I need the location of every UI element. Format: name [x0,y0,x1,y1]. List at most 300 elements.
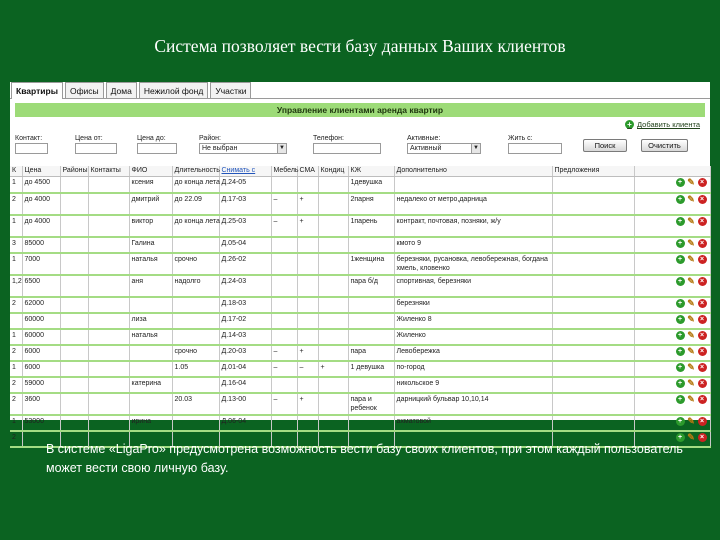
search-button[interactable]: Поиск [583,139,627,152]
table-cell: срочно [172,253,219,275]
tab-houses[interactable]: Дома [106,82,137,98]
delete-icon[interactable]: × [698,395,707,404]
add-offer-icon[interactable]: + [676,277,685,286]
table-cell [348,237,394,253]
col-header-offers[interactable]: Предложения [552,166,634,177]
table-cell: 2 [10,393,22,415]
table-cell: + [297,345,318,361]
table-cell: Жиленко 8 [394,313,552,329]
section-title: Управление клиентами аренда квартир [15,103,705,117]
table-cell [318,215,348,237]
table-cell: Д.16-04 [219,377,271,393]
table-cell: + [297,193,318,215]
table-cell [88,177,129,193]
chevron-down-icon: ▼ [471,144,480,153]
district-filter [199,134,287,154]
table-cell [60,361,88,377]
table-cell: Д.25-03 [219,215,271,237]
clear-button[interactable]: Очистить [641,139,688,152]
tab-commercial[interactable]: Нежилой фонд [139,82,208,98]
table-cell: Д.05-04 [219,237,271,253]
table-cell: Д.17-03 [219,193,271,215]
table-cell: Галина [129,237,172,253]
table-cell [271,415,297,431]
table-cell [318,253,348,275]
table-cell [271,313,297,329]
table-cell [318,193,348,215]
table-cell [60,415,88,431]
table-row[interactable] [10,253,710,275]
table-cell: 2 [10,377,22,393]
add-offer-icon[interactable]: + [676,433,685,442]
table-cell [129,345,172,361]
table-cell: – [271,345,297,361]
table-cell [60,237,88,253]
edit-pencil-icon[interactable]: ✎ [687,415,695,426]
col-header-extra[interactable]: Дополнительно [394,166,552,177]
table-cell [88,377,129,393]
table-row[interactable] [10,393,710,415]
table-cell: 62000 [22,297,60,313]
active-filter [407,134,481,154]
table-cell [60,313,88,329]
table-cell [60,177,88,193]
delete-icon[interactable]: × [698,363,707,372]
table-cell: виктор [129,215,172,237]
table-cell: березняки [394,297,552,313]
table-cell [88,237,129,253]
table-cell: ксения [129,177,172,193]
tab-plots[interactable]: Участки [210,82,251,98]
col-header-furniture[interactable]: Мебель [271,166,297,177]
table-cell: 1 [10,415,22,431]
table-cell: Д.06-04 [219,415,271,431]
table-cell: + [297,393,318,415]
district-select[interactable] [199,143,287,154]
table-cell: до конца лета [172,215,219,237]
table-cell [318,415,348,431]
table-cell [297,253,318,275]
edit-pencil-icon[interactable]: ✎ [687,237,695,248]
edit-pencil-icon[interactable]: ✎ [687,193,695,204]
table-cell [271,275,297,297]
table-cell [88,361,129,377]
table-cell [271,297,297,313]
active-select[interactable] [407,143,481,154]
col-header-name[interactable]: ФИО [129,166,172,177]
delete-icon[interactable]: × [698,417,707,426]
table-cell [271,253,297,275]
table-cell: 2 [10,297,22,313]
table-cell: пара и ребенок [348,393,394,415]
table-cell: 1парень [348,215,394,237]
table-cell: 6000 [22,345,60,361]
add-offer-icon[interactable]: + [676,195,685,204]
slide-caption: В системе «LigaPro» предусмотрена возможность вести базу своих клиентов, при этом каждый пользователь может вести свою личную базу. [46,442,683,475]
table-header-row [10,166,710,177]
plus-icon: + [625,120,634,129]
table-cell: никольское 9 [394,377,552,393]
table-cell: 2 [10,193,22,215]
add-offer-icon[interactable]: + [676,315,685,324]
table-cell: Д.24-05 [219,177,271,193]
table-cell: Жиленко [394,329,552,345]
table-cell [172,297,219,313]
table-cell [318,237,348,253]
table-cell [88,313,129,329]
price-from-label: Цена от: [75,135,103,142]
table-cell [88,253,129,275]
table-cell [297,275,318,297]
add-offer-icon[interactable]: + [676,417,685,426]
table-cell [318,377,348,393]
delete-icon[interactable]: × [698,331,707,340]
table-cell [552,177,634,193]
table-cell [348,415,394,431]
table-cell: 3 [10,237,22,253]
table-cell [552,253,634,275]
table-cell: 60000 [22,313,60,329]
add-client-label: Добавить клиента [637,120,700,129]
table-cell: 1 девушка [348,361,394,377]
table-cell [271,329,297,345]
table-cell [60,253,88,275]
table-cell: наталья [129,329,172,345]
table-cell [318,345,348,361]
table-cell [129,361,172,377]
table-cell: Д.17-02 [219,313,271,329]
table-cell [172,329,219,345]
edit-pencil-icon[interactable]: ✎ [687,377,695,388]
table-cell [60,329,88,345]
table-cell: + [318,361,348,377]
table-row[interactable] [10,361,710,377]
table-cell: 1,2 [10,275,22,297]
row-actions [634,415,710,431]
table-row[interactable] [10,177,710,193]
col-header-aircon[interactable]: Кондиц [318,166,348,177]
col-header-districts[interactable]: Районы [60,166,88,177]
table-cell [552,297,634,313]
table-cell: 53000 [22,415,60,431]
table-cell: – [271,215,297,237]
table-cell [88,415,129,431]
clients-table [10,166,711,448]
table-cell [129,297,172,313]
table-cell [318,329,348,345]
table-cell [172,237,219,253]
delete-icon[interactable]: × [698,315,707,324]
table-cell [60,345,88,361]
row-actions [634,237,710,253]
chevron-down-icon: ▼ [277,144,286,153]
table-cell [552,329,634,345]
col-header-actions [634,166,710,177]
delete-icon[interactable]: × [698,379,707,388]
table-row[interactable] [10,415,710,431]
table-cell: Левобережка [394,345,552,361]
phone-filter [313,134,381,154]
table-cell: до 4500 [22,177,60,193]
add-offer-icon[interactable]: + [676,379,685,388]
col-header-duration[interactable]: Длительность [172,166,219,177]
district-value: Не выбран [202,145,238,152]
contact-label: Контакт: [15,135,43,142]
row-actions [634,215,710,237]
delete-icon[interactable]: × [698,195,707,204]
delete-icon[interactable]: × [698,277,707,286]
add-offer-icon[interactable]: + [676,239,685,248]
table-cell: 1девушка [348,177,394,193]
table-cell [297,377,318,393]
edit-pencil-icon[interactable]: ✎ [687,393,695,404]
table-cell: 1 [10,329,22,345]
delete-icon[interactable]: × [698,178,707,187]
table-cell: 1 [10,215,22,237]
table-cell: Д.20-03 [219,345,271,361]
table-cell [88,329,129,345]
table-body [10,177,710,447]
table-cell [552,345,634,361]
edit-pencil-icon[interactable]: ✎ [687,297,695,308]
table-cell: до 22.09 [172,193,219,215]
add-offer-icon[interactable]: + [676,347,685,356]
edit-pencil-icon[interactable]: ✎ [687,215,695,226]
table-cell: 6000 [22,361,60,377]
table-cell [348,377,394,393]
table-cell [60,275,88,297]
active-value: Активный [410,145,442,152]
table-cell: 1женщина [348,253,394,275]
row-actions [634,361,710,377]
col-header-k[interactable]: К [10,166,22,177]
table-cell: надолго [172,275,219,297]
table-cell [172,313,219,329]
table-row[interactable] [10,275,710,297]
table-cell [552,193,634,215]
table-cell [271,377,297,393]
table-row[interactable] [10,193,710,215]
table-cell [88,297,129,313]
add-offer-icon[interactable]: + [676,395,685,404]
table-cell [318,275,348,297]
phone-input[interactable] [313,143,381,154]
add-client-link[interactable] [625,120,700,129]
table-cell: 85000 [22,237,60,253]
edit-pencil-icon[interactable]: ✎ [687,345,695,356]
table-cell [318,393,348,415]
table-cell: + [297,215,318,237]
table-cell [318,297,348,313]
tab-apartments[interactable]: Квартиры [11,82,63,99]
table-row[interactable] [10,329,710,345]
price-to-label: Цена до: [137,135,166,142]
table-cell: ахматовой [394,415,552,431]
table-cell: недалеко от метро,дарница [394,193,552,215]
edit-pencil-icon[interactable]: ✎ [687,361,695,372]
table-cell [60,215,88,237]
table-cell: кмото 9 [394,237,552,253]
contact-input[interactable] [15,143,48,154]
table-cell: 1 [10,253,22,275]
table-cell [348,297,394,313]
table-cell: Д.14-03 [219,329,271,345]
add-offer-icon[interactable]: + [676,255,685,264]
table-cell: 2 [10,431,22,447]
table-cell [10,313,22,329]
add-offer-icon[interactable]: + [676,178,685,187]
table-cell: до 4000 [22,193,60,215]
table-cell [129,393,172,415]
table-cell [297,237,318,253]
table-cell: по-город [394,361,552,377]
table-cell: пара б/д [348,275,394,297]
table-cell [172,377,219,393]
category-tabs [10,82,710,99]
col-header-price[interactable]: Цена [22,166,60,177]
col-header-contacts[interactable]: Контакты [88,166,129,177]
district-label: Район: [199,135,221,142]
table-cell [172,415,219,431]
row-actions [634,253,710,275]
table-cell: – [271,393,297,415]
col-header-washer[interactable]: СМА [297,166,318,177]
tab-offices[interactable]: Офисы [65,82,104,98]
delete-icon[interactable]: × [698,299,707,308]
row-actions [634,177,710,193]
table-cell [394,177,552,193]
table-cell [348,313,394,329]
table-cell [88,193,129,215]
add-offer-icon[interactable]: + [676,217,685,226]
table-row[interactable] [10,345,710,361]
phone-label: Телефон: [313,135,344,142]
price-from-input[interactable] [75,143,117,154]
table-row[interactable] [10,297,710,313]
client-management-window [10,82,710,442]
row-actions [634,275,710,297]
edit-pencil-icon[interactable]: ✎ [687,177,695,187]
col-header-rent-from[interactable]: Снимать с [219,166,271,177]
live-from-input[interactable] [508,143,562,154]
table-cell [318,177,348,193]
table-cell [297,329,318,345]
table-cell: Д.18-03 [219,297,271,313]
table-cell [60,297,88,313]
add-offer-icon[interactable]: + [676,299,685,308]
row-actions [634,345,710,361]
row-actions [634,193,710,215]
table-cell: наталья [129,253,172,275]
table-cell: – [271,361,297,377]
row-actions [634,297,710,313]
table-cell: 1 [10,361,22,377]
table-cell: лиза [129,313,172,329]
table-row[interactable] [10,237,710,253]
table-cell [552,393,634,415]
table-cell [297,177,318,193]
row-actions [634,393,710,415]
table-cell: контракт, почтовая, позняки, ж/у [394,215,552,237]
row-actions [634,313,710,329]
table-cell: – [271,193,297,215]
delete-icon[interactable]: × [698,255,707,264]
table-cell [88,275,129,297]
table-cell: – [297,361,318,377]
price-to-input[interactable] [137,143,177,154]
table-cell: 60000 [22,329,60,345]
table-cell [271,177,297,193]
slide-title: Система позволяет вести базу данных Ваших клиентов [154,36,566,56]
table-cell: спортивная, березняки [394,275,552,297]
table-cell [297,313,318,329]
table-cell [88,345,129,361]
live-from-label: Жить с: [508,135,533,142]
table-cell: 1 [10,177,22,193]
edit-pencil-icon[interactable]: ✎ [687,313,695,324]
table-cell [552,275,634,297]
table-cell [318,313,348,329]
table-cell [88,215,129,237]
row-actions [634,377,710,393]
live-from-filter [508,134,562,154]
table-cell [60,377,88,393]
table-cell [297,415,318,431]
table-cell [552,313,634,329]
table-cell: срочно [172,345,219,361]
table-cell: Д.13-00 [219,393,271,415]
table-cell [60,193,88,215]
table-cell: 2парня [348,193,394,215]
table-row[interactable] [10,313,710,329]
table-cell [88,393,129,415]
table-cell: 59000 [22,377,60,393]
table-row[interactable] [10,377,710,393]
table-cell: березняки, русановка, левобережная, богдана хмель, кловенко [394,253,552,275]
table-cell: 6500 [22,275,60,297]
delete-icon[interactable]: × [698,239,707,248]
table-cell [552,377,634,393]
table-cell: Д.26-02 [219,253,271,275]
col-header-occupants[interactable]: КЖ [348,166,394,177]
delete-icon[interactable]: × [698,433,707,442]
table-cell: 20.03 [172,393,219,415]
table-cell [552,415,634,431]
add-offer-icon[interactable]: + [676,363,685,372]
table-row[interactable] [10,215,710,237]
price-from-filter [75,134,117,154]
table-cell: 2 [10,345,22,361]
table-cell [552,215,634,237]
edit-pencil-icon[interactable]: ✎ [687,253,695,264]
table-cell: до 4000 [22,215,60,237]
edit-pencil-icon[interactable]: ✎ [687,431,695,442]
table-cell [552,237,634,253]
table-cell: дарницкий бульвар 10,10,14 [394,393,552,415]
add-offer-icon[interactable]: + [676,331,685,340]
edit-pencil-icon[interactable]: ✎ [687,275,695,286]
table-cell [297,297,318,313]
active-label: Активные: [407,135,441,142]
table-cell [348,329,394,345]
delete-icon[interactable]: × [698,217,707,226]
table-cell: до конца лета [172,177,219,193]
edit-pencil-icon[interactable]: ✎ [687,329,695,340]
delete-icon[interactable]: × [698,347,707,356]
row-actions [634,329,710,345]
table-cell: Д.24-03 [219,275,271,297]
table-cell: ирина [129,415,172,431]
